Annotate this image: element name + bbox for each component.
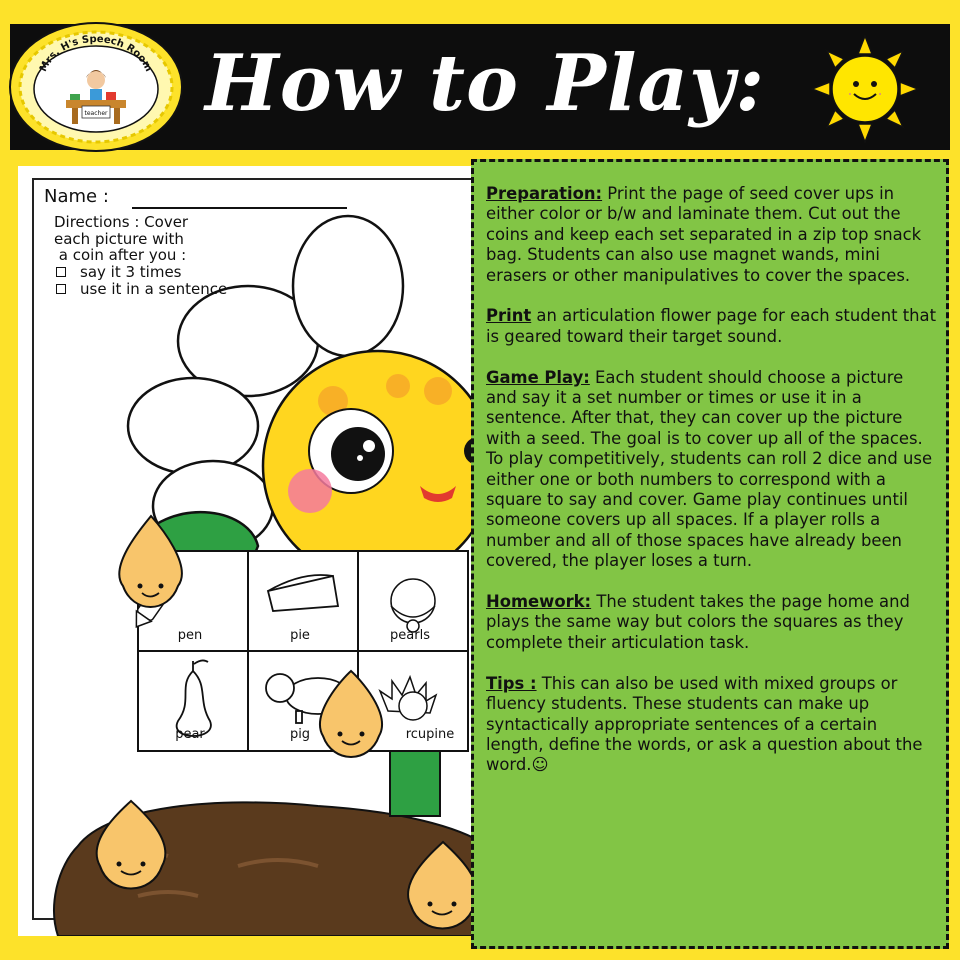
section-body: The student takes the page home and plays the same way but colors the squares as they complete their articulation task. bbox=[486, 592, 910, 652]
checklist-item bbox=[56, 280, 227, 298]
card-label-pen: pen bbox=[177, 628, 203, 643]
section-homework bbox=[486, 592, 938, 653]
section-heading: Preparation: bbox=[486, 184, 603, 203]
section-body: This can also be used with mixed groups or fluency students. These students can make up syntactically appropriate sentences of a certain length, define the words, or ask a question about the word.☺ bbox=[486, 673, 923, 775]
logo-sign-text: teacher bbox=[84, 110, 108, 117]
checklist-label: say it 3 times bbox=[80, 263, 182, 281]
logo-badge bbox=[6, 20, 186, 154]
section-body: an articulation flower page for each student that is geared toward their target sound. bbox=[486, 306, 937, 346]
directions-text bbox=[54, 214, 188, 264]
sun-icon bbox=[810, 34, 920, 144]
checklist-item bbox=[56, 263, 181, 281]
card-label-pig: pig bbox=[289, 727, 311, 742]
name-underline bbox=[132, 207, 347, 209]
section-print bbox=[486, 306, 938, 347]
checklist-label: use it in a sentence bbox=[80, 280, 228, 298]
card-label-pear: pear bbox=[175, 727, 205, 742]
name-label: Name : bbox=[44, 186, 109, 207]
instructions-text bbox=[486, 184, 938, 796]
logo-text: Mrs. H's Speech Room bbox=[38, 33, 154, 74]
page-title: How to Play: bbox=[205, 38, 766, 129]
section-heading: Game Play: bbox=[486, 367, 590, 387]
section-heading: Print bbox=[486, 306, 532, 326]
card-label-pie: pie bbox=[290, 628, 310, 643]
card-label-pearls: pearls bbox=[390, 628, 430, 643]
checkbox-icon bbox=[56, 284, 66, 294]
checkbox-icon bbox=[56, 267, 66, 277]
section-preparation bbox=[486, 184, 938, 286]
directions-line: each picture with bbox=[54, 229, 184, 248]
section-heading: Tips : bbox=[486, 673, 537, 693]
section-body: Print the page of seed cover ups in either color or b/w and laminate them. Cut out the coins and keep each set separated in a zip top snack bag. Students can also use magnet wands, mini erasers or other manipulatives to cover the spaces. bbox=[486, 184, 922, 285]
section-tips bbox=[486, 674, 938, 776]
section-heading: Homework: bbox=[486, 592, 592, 612]
section-game-play bbox=[486, 368, 938, 572]
directions-line: a coin after you : bbox=[54, 246, 187, 264]
directions-line: Directions : Cover bbox=[54, 213, 189, 231]
section-body: Each student should choose a picture and say it a set number or times or use it in a sentence. After that, they can cover up the picture with a seed. The goal is to cover up all of the spaces. To play competitively, students can roll 2 dice and use either one or both numbers to correspond with a square to say and cover. Game play continues until someone covers up all spaces. If a player rolls a number and all of those spaces have already been covered, the player loses a turn. bbox=[486, 367, 933, 571]
card-label-porcupine: rcupine bbox=[405, 727, 455, 742]
